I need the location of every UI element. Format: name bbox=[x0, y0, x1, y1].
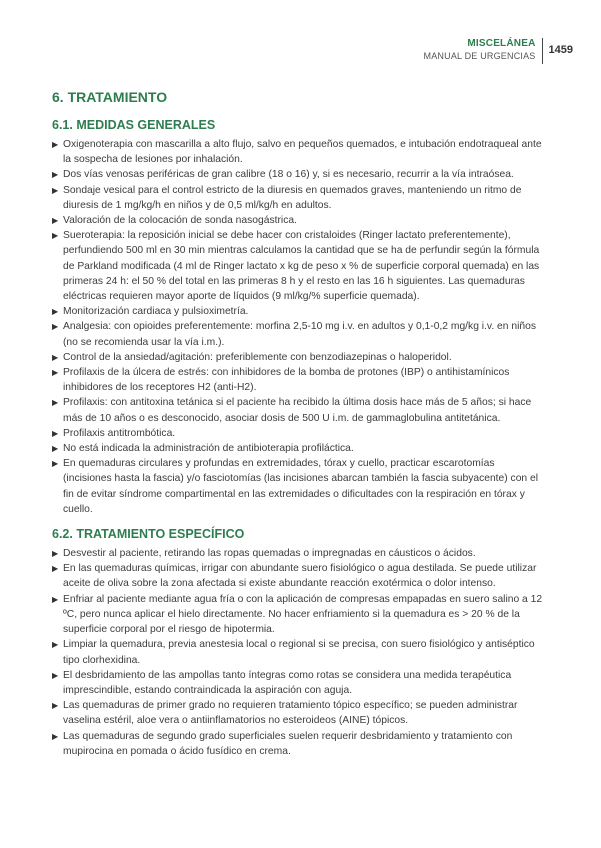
list-item-text: En las quemaduras químicas, irrigar con abundante suero fisiológico o agua destilada. Se puede utilizar aceite de oliva sobre la zona afectada si existe abundante reacción exotérmica o dolor intenso. bbox=[63, 563, 537, 590]
list-item-text: Profilaxis de la úlcera de estrés: con inhibidores de la bomba de protones (IBP) o antihistamínicos inhibidores de los receptores H2 (anti-H2). bbox=[63, 367, 510, 394]
list-item bbox=[52, 426, 544, 441]
list-item-text: En quemaduras circulares y profundas en extremidades, tórax y cuello, practicar escarotomías (incisiones hasta la fascia) y/o fasciotomías (las incisiones abarcan también la fascia subyacente) con el fin de evitar síndrome compartimental en las extremidades o dificultades con la respiración en tórax y cuello. bbox=[63, 458, 539, 515]
list-item bbox=[52, 561, 544, 591]
specific-treatment-list bbox=[52, 546, 544, 759]
triangle-bullet-icon: ▶ bbox=[52, 185, 59, 195]
list-item bbox=[52, 304, 544, 319]
manual-name: MANUAL DE URGENCIAS bbox=[423, 51, 536, 61]
list-item-text: Dos vías venosas periféricas de gran calibre (18 o 16) y, si es necesario, recurrir a la vía intraósea. bbox=[63, 169, 514, 181]
list-item bbox=[52, 637, 544, 667]
list-item bbox=[52, 167, 544, 182]
page-number: 1459 bbox=[548, 44, 573, 56]
triangle-bullet-icon: ▶ bbox=[52, 368, 59, 378]
section-heading-specific: 6.2. TRATAMIENTO ESPECÍFICO bbox=[52, 527, 245, 542]
running-header bbox=[424, 38, 573, 64]
list-item-text: Profilaxis antitrombótica. bbox=[63, 427, 176, 439]
list-item-text: Sondaje vesical para el control estricto de la diuresis en quemados graves, manteniendo un ritmo de diuresis de 1 mg/kg/h en niños y de 0,5 ml/kg/h en adultos. bbox=[63, 184, 522, 211]
list-item bbox=[52, 441, 544, 456]
list-item-text: Limpiar la quemadura, previa anestesia local o regional si se precisa, con suero fisiológico y antiséptico tipo clorhexidina. bbox=[63, 639, 535, 666]
triangle-bullet-icon: ▶ bbox=[52, 640, 59, 650]
list-item bbox=[52, 456, 544, 517]
triangle-bullet-icon: ▶ bbox=[52, 231, 59, 241]
triangle-bullet-icon: ▶ bbox=[52, 549, 59, 559]
list-item-text: El desbridamiento de las ampollas tanto íntegras como rotas se considera una medida terapéutica imprescindible, estando contraindicada la aspiración con aguja. bbox=[63, 669, 512, 696]
list-item bbox=[52, 183, 544, 213]
list-item bbox=[52, 698, 544, 728]
list-item-text: Sueroterapia: la reposición inicial se debe hacer con cristaloides (Ringer lactato preferentemente), perfundiendo 500 ml en 30 min mientras calculamos la cantidad que se ha de perfundir según la fórmula de Parkland modificada (4 ml de Ringer lactato x kg de peso x % de superficie corporal quemada) en las primeras 24 h: el 50 % del total en las primeras 8 h y el resto en las 16 h siguientes. Las quemaduras eléctricas requieren mayor aporte de líquidos (9 ml/kg/% superficie quemada). bbox=[63, 230, 540, 303]
list-item bbox=[52, 395, 544, 425]
list-item-text: Oxigenoterapia con mascarilla a alto flujo, salvo en pequeños quemados, e intubación endotraqueal ante la sospecha de lesiones por inhalación. bbox=[63, 139, 542, 166]
triangle-bullet-icon: ▶ bbox=[52, 701, 59, 711]
list-item-text: Desvestir al paciente, retirando las ropas quemadas o impregnadas en cáusticos o ácidos. bbox=[63, 548, 476, 560]
list-item bbox=[52, 668, 544, 698]
list-item-text: No está indicada la administración de antibioterapia profiláctica. bbox=[63, 443, 354, 455]
list-item-text: Control de la ansiedad/agitación: preferiblemente con benzodiazepinas o haloperidol. bbox=[63, 351, 452, 363]
section-name: MISCELÁNEA bbox=[467, 38, 536, 49]
list-item-text: Enfriar al paciente mediante agua fría o con la aplicación de compresas empapadas en suero salino a 12 ºC, pero nunca aplicar el hielo directamente. No hacer enfriamiento si la quemadura es > 20 % de la superficie corporal por el riesgo de hipotermia. bbox=[63, 593, 543, 636]
triangle-bullet-icon: ▶ bbox=[52, 170, 59, 180]
triangle-bullet-icon: ▶ bbox=[52, 322, 59, 332]
triangle-bullet-icon: ▶ bbox=[52, 398, 59, 408]
triangle-bullet-icon: ▶ bbox=[52, 216, 59, 226]
triangle-bullet-icon: ▶ bbox=[52, 140, 59, 149]
list-item bbox=[52, 546, 544, 561]
list-item bbox=[52, 228, 544, 304]
triangle-bullet-icon: ▶ bbox=[52, 307, 59, 317]
list-item bbox=[52, 729, 544, 759]
list-item bbox=[52, 350, 544, 365]
triangle-bullet-icon: ▶ bbox=[52, 670, 59, 680]
triangle-bullet-icon: ▶ bbox=[52, 731, 59, 741]
triangle-bullet-icon: ▶ bbox=[52, 594, 59, 604]
list-item-text: Analgesia: con opioides preferentemente: morfina 2,5-10 mg i.v. en adultos y 0,1-0,2 mg/kg i.v. en niños (no se recomienda usar la vía i.m.). bbox=[63, 321, 536, 348]
general-measures-list bbox=[52, 137, 544, 517]
triangle-bullet-icon: ▶ bbox=[52, 444, 59, 454]
list-item-text: Las quemaduras de segundo grado superficiales suelen requerir desbridamiento y tratamiento con mupirocina en pomada o ácido fusídico en crema. bbox=[63, 730, 513, 757]
section-heading-general: 6.1. MEDIDAS GENERALES bbox=[52, 118, 216, 132]
list-item bbox=[52, 592, 544, 638]
triangle-bullet-icon: ▶ bbox=[52, 564, 59, 574]
list-item-text: Profilaxis: con antitoxina tetánica si el paciente ha recibido la última dosis hace más de 5 años; si hace más de 10 años o es desconocido, asociar dosis de 500 U i.m. de gammaglobulina antitetánica. bbox=[63, 397, 532, 424]
list-item bbox=[52, 319, 544, 349]
triangle-bullet-icon: ▶ bbox=[52, 459, 59, 469]
header-titles bbox=[424, 38, 542, 62]
triangle-bullet-icon: ▶ bbox=[52, 352, 59, 362]
list-item-text: Las quemaduras de primer grado no requieren tratamiento tópico específico; se pueden administrar vaselina estéril, aloe vera o antiinflamatorios no esteroideos (AINE) tópicos. bbox=[63, 700, 518, 727]
list-item-text: Monitorización cardiaca y pulsioximetría. bbox=[63, 306, 249, 318]
list-item bbox=[52, 365, 544, 395]
list-item bbox=[52, 137, 544, 167]
page-title: 6. TRATAMIENTO bbox=[52, 89, 168, 105]
list-item-text: Valoración de la colocación de sonda nasogástrica. bbox=[63, 215, 297, 227]
list-item bbox=[52, 213, 544, 228]
page-content bbox=[52, 88, 544, 759]
triangle-bullet-icon: ▶ bbox=[52, 428, 59, 438]
